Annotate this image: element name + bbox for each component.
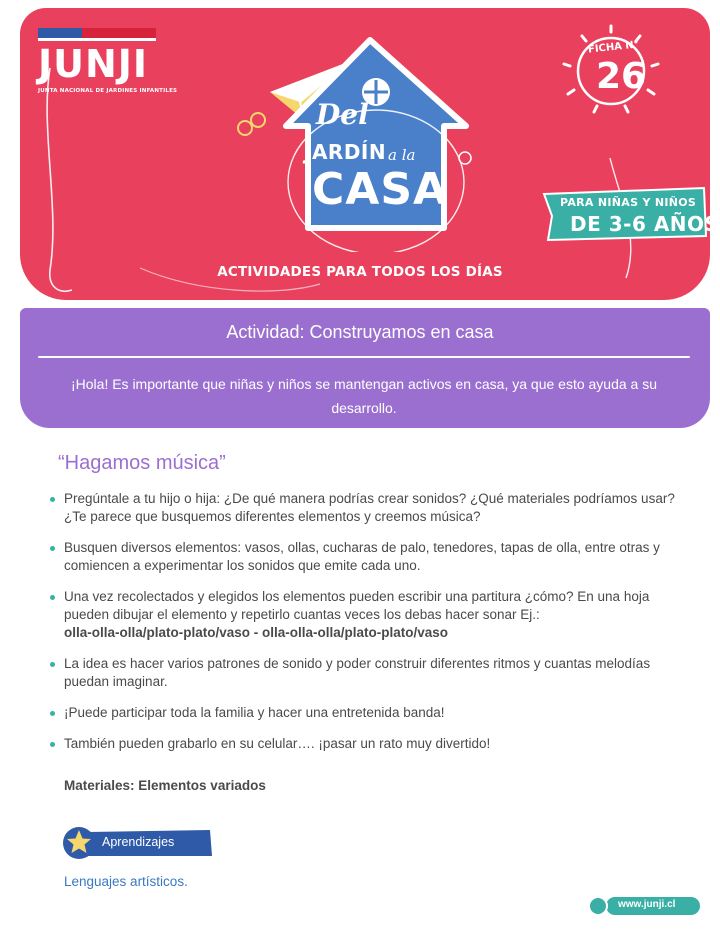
list-item	[48, 539, 678, 575]
ficha-label: FICHA N°	[587, 39, 640, 56]
globe-icon	[588, 896, 608, 916]
brand-jardin: JARDÍN	[304, 140, 387, 164]
junji-logo: JUNJI	[38, 42, 149, 86]
bullet-dot	[50, 546, 55, 551]
ficha-number: 26	[596, 56, 647, 97]
list-item	[48, 588, 678, 642]
materials-line: Materiales: Elementos variados	[64, 778, 266, 793]
brand-del: Del	[316, 98, 369, 131]
list-item-text: Busquen diversos elementos: vasos, ollas, cucharas de palo, tenedores, tapas de olla, entre otras y comiencen a experimentar los sonidos que emite cada uno.	[64, 540, 660, 573]
list-item-text: Una vez recolectados y elegidos los elementos pueden escribir una partitura ¿cómo? En una hoja pueden dibujar el elemento y repetirlo cuantas veces los debas hacer sonar Ej.:	[64, 589, 650, 622]
junji-subtitle: JUNTA NACIONAL DE JARDINES INFANTILES	[38, 88, 178, 94]
bullet-dot	[50, 711, 55, 716]
activity-title: Actividad: Construyamos en casa	[226, 322, 494, 342]
bullet-dot	[50, 742, 55, 747]
age-line-2: DE 3-6 AÑOS	[570, 212, 720, 236]
list-item-text: La idea es hacer varios patrones de sonido y poder construir diferentes ritmos y cuantas melodías puedan imaginar.	[64, 656, 651, 689]
list-item	[48, 735, 678, 753]
list-item-text: ¡Puede participar toda la familia y hacer una entretenida banda!	[64, 705, 445, 720]
aprendizajes-label: Aprendizajes	[102, 835, 175, 849]
list-item-text: También pueden grabarlo en su celular…. ¡pasar un rato muy divertido!	[64, 736, 491, 751]
header-tagline: ACTIVIDADES PARA TODOS LOS DÍAS	[217, 264, 503, 280]
list-item-text: Pregúntale a tu hijo o hija: ¿De qué manera podrías crear sonidos? ¿Qué materiales podríamos usar? ¿Te parece que busquemos diferentes elementos y creemos música?	[64, 491, 675, 524]
brand-a-la: a la	[388, 146, 416, 164]
instructions-list	[48, 490, 678, 766]
chile-flag-stripe	[38, 28, 156, 38]
aprendizajes-text: Lenguajes artísticos.	[64, 874, 188, 889]
list-item	[48, 655, 678, 691]
list-item	[48, 704, 678, 722]
house-logo-icon	[230, 22, 480, 252]
bullet-dot	[50, 662, 55, 667]
bullet-dot	[50, 595, 55, 600]
activity-intro: ¡Hola! Es importante que niñas y niños se mantengan activos en casa, ya que esto ayuda a su desarrollo.	[70, 376, 658, 416]
section-title: “Hagamos música”	[58, 452, 226, 474]
rhythm-example: olla-olla-olla/plato-plato/vaso - olla-olla-olla/plato-plato/vaso	[64, 625, 449, 640]
website-link[interactable]: www.junji.cl	[618, 899, 676, 910]
list-item	[48, 490, 678, 526]
brand-casa: CASA	[312, 164, 449, 215]
bullet-dot	[50, 497, 55, 502]
activity-divider	[38, 356, 690, 358]
age-line-1: PARA NIÑAS Y NIÑOS	[560, 196, 697, 209]
